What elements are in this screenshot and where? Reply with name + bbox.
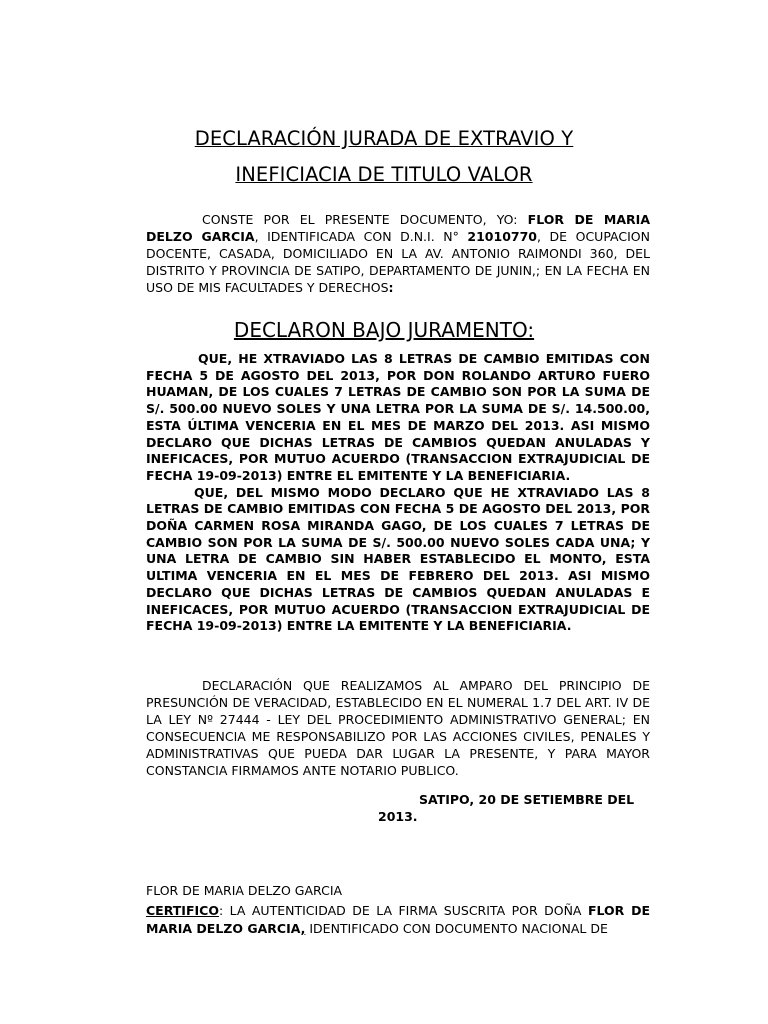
- certification-comma: ,: [300, 920, 306, 936]
- dni-number: 21010770: [467, 229, 537, 244]
- intro-text-2: , IDENTIFICADA CON D.N.I. N°: [254, 229, 468, 244]
- certification-paragraph: [146, 902, 650, 937]
- intro-text-3: , DE OCUPACION DOCENTE, CASADA, DOMICILIADO EN LA AV. ANTONIO RAIMONDI 360, DEL DISTRITO Y PROVINCIA DE SATIPO, DEPARTAMENTO DE JUNIN,; EN LA FECHA EN USO DE MIS FACULTADES Y DERECHOS: [146, 229, 650, 295]
- intro-paragraph: [146, 211, 650, 296]
- certified-name: FLOR DE MARIA DELZO GARCIA: [146, 903, 650, 936]
- closing-text: DECLARACIÓN QUE REALIZAMOS AL AMPARO DEL PRINCIPIO DE PRESUNCIÓN DE VERACIDAD, ESTABLECIDO EN EL NUMERAL 1.7 DEL ART. IV DE LA LEY Nº 27444 - LEY DEL PROCEDIMIENTO ADMINISTRATIVO GENERAL; EN CONSECUENCIA ME RESPONSABILIZO POR LAS ACCIONES CIVILES, PENALES Y ADMINISTRATIVAS QUE PUEDA DAR LUGAR LA PRESENTE, Y PARA MAYOR CONSTANCIA FIRMAMOS ANTE NOTARIO PUBLICO.: [146, 678, 650, 778]
- declaration-heading: DECLARON BAJO JURAMENTO:: [233, 318, 535, 342]
- declarations-block: [146, 351, 650, 635]
- declaration-2-text: QUE, DEL MISMO MODO DECLARO QUE HE XTRAVIADO LAS 8 LETRAS DE CAMBIO EMITIDAS CON FECHA 5 DE AGOSTO DEL 2013, POR DOÑA CARMEN ROSA MIRANDA GAGO, DE LOS CUALES 7 LETRAS DE CAMBIO SON POR LA SUMA DE S/. 500.00 NUEVO SOLES CADA UNA; Y UNA LETRA DE CAMBIO SIN HABER ESTABLECIDO EL MONTO, ESTA ULTIMA VENCERIA EN EL MES DE FEBRERO DEL 2013. ASI MISMO DECLARO QUE DICHAS LETRAS DE CAMBIOS QUEDAN ANULADAS E INEFICACES, POR MUTUO ACUERDO (TRANSACCION EXTRAJUDICIAL DE FECHA 19-09-2013) ENTRE LA EMITENTE Y LA BENEFICIARIA.: [146, 484, 650, 634]
- declaration-paragraph-1: [146, 351, 650, 485]
- signer-name: FLOR DE MARIA DELZO GARCIA: [146, 883, 343, 898]
- document-title-line1: DECLARACIÓN JURADA DE EXTRAVIO Y: [194, 127, 574, 150]
- certification-text-1: : LA AUTENTICIDAD DE LA FIRMA SUSCRITA POR DOÑA: [218, 903, 588, 918]
- certification-text-2: IDENTIFICADO CON DOCUMENTO NACIONAL DE: [305, 920, 608, 936]
- intro-colon: :: [388, 280, 394, 295]
- declaration-paragraph-2: [146, 485, 650, 635]
- document-title-line2: INEFICIACIA DE TITULO VALOR: [235, 163, 533, 186]
- certification-label: CERTIFICO: [146, 903, 219, 918]
- declarant-name: FLOR DE MARIA DELZO GARCIA: [146, 212, 650, 244]
- declaration-1-text: QUE, HE XTRAVIADO LAS 8 LETRAS DE CAMBIO EMITIDAS CON FECHA 5 DE AGOSTO DEL 2013, POR DON ROLANDO ARTURO FUERO HUAMAN, DE LOS CUALES 7 LETRAS DE CAMBIO SON POR LA SUMA DE S/. 500.00 NUEVO SOLES Y UNA LETRA POR LA SUMA DE S/. 14.500.00, ESTA ÚLTIMA VENCERIA EN EL MES DE MARZO DEL 2013. ASI MISMO DECLARO QUE DICHAS LETRAS DE CAMBIOS QUEDAN ANULADAS Y INEFICACES, POR MUTUO ACUERDO (TRANSACCION EXTRAJUDICIAL DE FECHA 19-09-2013) ENTRE EL EMITENTE Y LA BENEFICIARIA.: [146, 351, 650, 483]
- place-date-line2: 2013.: [378, 809, 418, 824]
- closing-paragraph: [146, 677, 650, 779]
- place-date-line1: SATIPO, 20 DE SETIEMBRE DEL: [419, 792, 635, 807]
- intro-text-1: CONSTE POR EL PRESENTE DOCUMENTO, YO:: [202, 212, 528, 227]
